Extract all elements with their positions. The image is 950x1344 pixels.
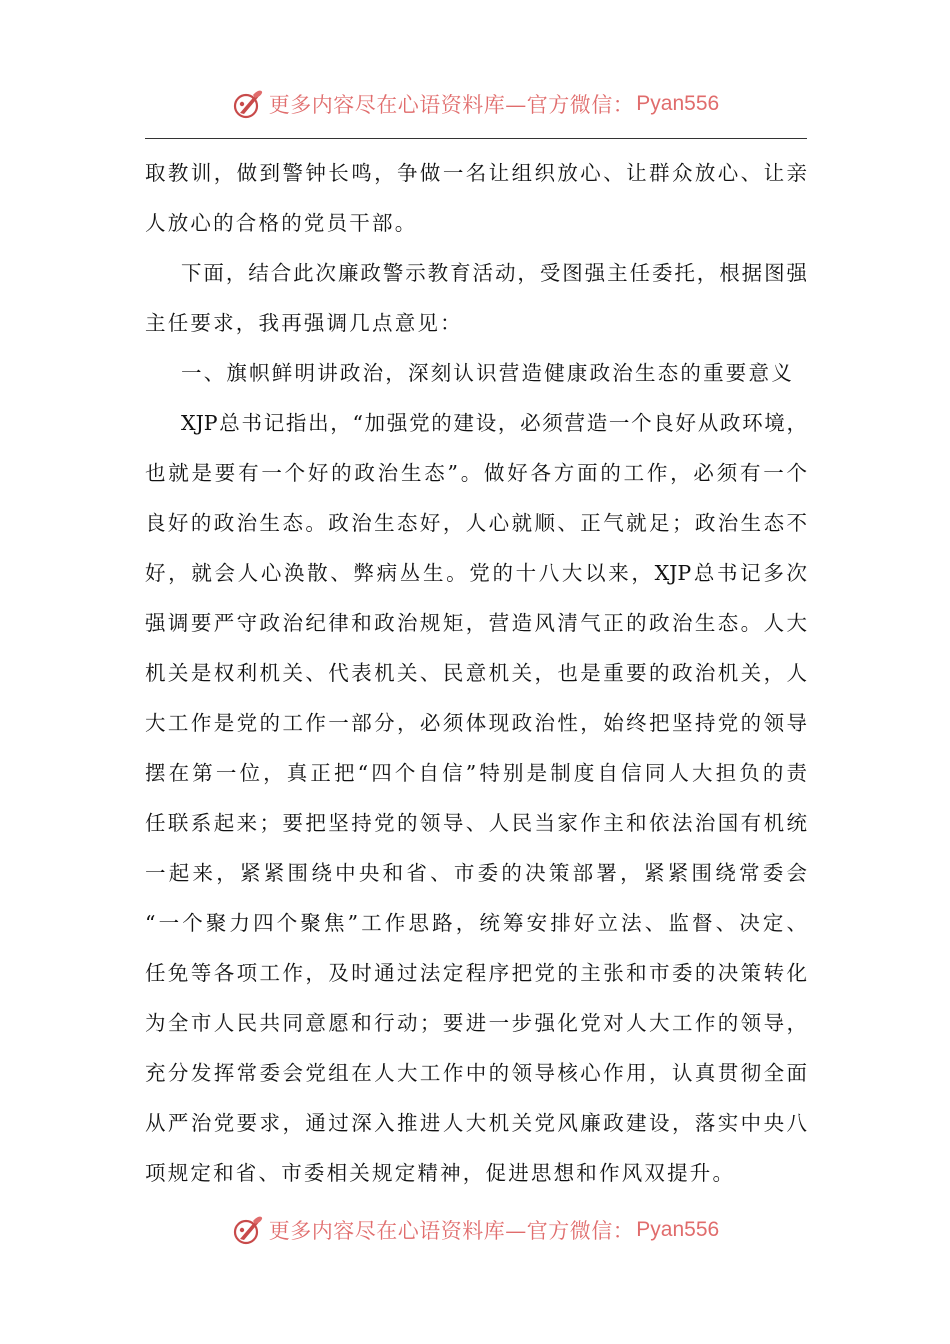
- quill-pen-logo-icon: [231, 87, 265, 121]
- text-line: 机关是权利机关、代表机关、民意机关，也是重要的政治机关，人: [145, 661, 807, 685]
- text-line: 强调要严守政治纪律和政治规矩，营造风清气正的政治生态。人大: [145, 611, 807, 635]
- text-line: 大工作是党的工作一部分，必须体现政治性，始终把坚持党的领导: [145, 711, 807, 735]
- watermark-text: 更多内容尽在心语资料库—官方微信：: [268, 1219, 635, 1243]
- footer-watermark: [0, 1210, 950, 1250]
- text-line: 任免等各项工作，及时通过法定程序把党的主张和市委的决策转化: [145, 961, 807, 985]
- text-line: 良好的政治生态。政治生态好，人心就顺、正气就足；政治生态不: [145, 511, 807, 535]
- watermark-handle: Pyan556: [636, 92, 720, 115]
- text-line: 下面，结合此次廉政警示教育活动，受图强主任委托，根据图强: [181, 261, 807, 285]
- watermark-text: 更多内容尽在心语资料库—官方微信：: [268, 93, 635, 117]
- text-line: 取教训，做到警钟长鸣，争做一名让组织放心、让群众放心、让亲: [145, 161, 807, 185]
- document-body: [145, 148, 807, 1198]
- text-line: 为全市人民共同意愿和行动；要进一步强化党对人大工作的领导，: [145, 1011, 807, 1035]
- text-line: 项规定和省、市委相关规定精神，促进思想和作风双提升。: [145, 1161, 736, 1185]
- text-line: XJP总书记指出，“加强党的建设，必须营造一个良好从政环境，: [181, 411, 807, 435]
- text-line: 从严治党要求，通过深入推进人大机关党风廉政建设，落实中央八: [145, 1111, 807, 1135]
- section-heading: 一、旗帜鲜明讲政治，深刻认识营造健康政治生态的重要意义: [181, 361, 794, 385]
- text-line: 一起来，紧紧围绕中央和省、市委的决策部署，紧紧围绕常委会: [145, 861, 807, 885]
- text-line: 任联系起来；要把坚持党的领导、人民当家作主和依法治国有机统: [145, 811, 807, 835]
- watermark-handle: Pyan556: [636, 1218, 720, 1241]
- quill-pen-logo-icon: [231, 1213, 265, 1247]
- text-line: 主任要求，我再强调几点意见：: [145, 311, 463, 335]
- text-line: 充分发挥常委会党组在人大工作中的领导核心作用，认真贯彻全面: [145, 1061, 807, 1085]
- text-line: 也就是要有一个好的政治生态”。做好各方面的工作，必须有一个: [145, 461, 807, 485]
- text-line: 摆在第一位，真正把“四个自信”特别是制度自信同人大担负的责: [145, 761, 807, 785]
- header-watermark: [0, 84, 950, 124]
- text-line: 好，就会人心涣散、弊病丛生。党的十八大以来，XJP总书记多次: [145, 561, 807, 585]
- text-line: “一个聚力四个聚焦”工作思路，统筹安排好立法、监督、决定、: [145, 911, 807, 935]
- header-divider: [145, 138, 807, 139]
- text-line: 人放心的合格的党员干部。: [145, 211, 418, 235]
